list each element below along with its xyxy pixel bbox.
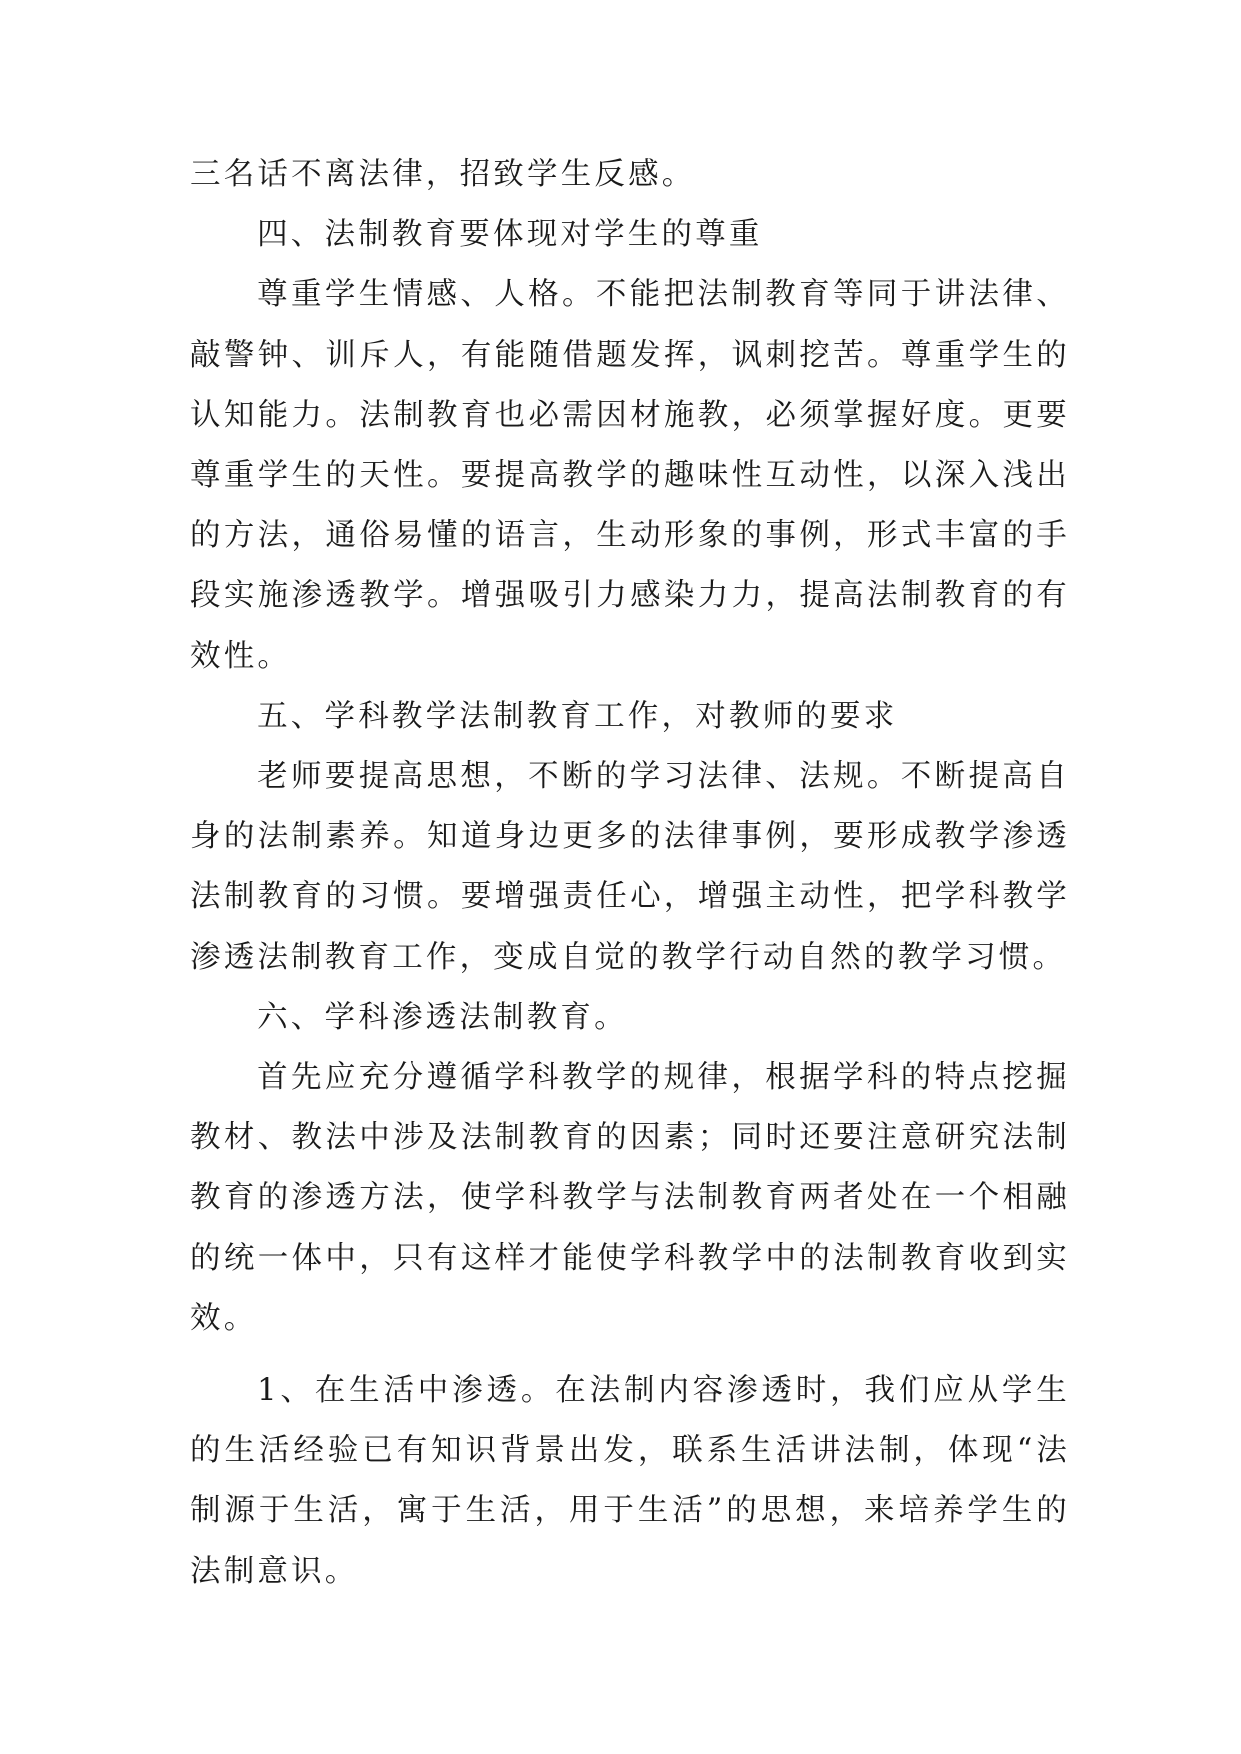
section-heading-5: 五、学科教学法制教育工作，对教师的要求 (257, 698, 898, 734)
paragraph-respect: 尊重学生情感、人格。不能把法制教育等同于讲法律、敲警钟、训斥人，有能随借题发挥，讽刺挖苦。尊重学生的认知能力。法制教育也必需因材施教，必须掌握好度。更要尊重学生的天性。要提高教学的趣味性互动性，以深入浅出的方法，通俗易懂的语言，生动形象的事例，形式丰富的手段实施渗透教学。增强吸引力感染力力，提高法制教育的有效性。 (190, 277, 1070, 674)
section-heading-6: 六、学科渗透法制教育。 (257, 999, 628, 1035)
paragraph-teacher-requirements: 老师要提高思想，不断的学习法律、法规。不断提高自身的法制素养。知道身边更多的法律事例，要形成教学渗透法制教育的习惯。要增强责任心，增强主动性，把学科教学渗透法制教育工作，变成自觉的教学行动自然的教学习惯。 (190, 759, 1070, 975)
paragraph-life-infiltration: 1、在生活中渗透。在法制内容渗透时，我们应从学生的生活经验已有知识背景出发，联系生活讲法制，体现“法制源于生活，寓于生活，用于生活”的思想，来培养学生的法制意识。 (190, 1373, 1070, 1589)
document-body (190, 145, 1070, 1602)
paragraph-subject-infiltration: 首先应充分遵循学科教学的规律，根据学科的特点挖掘教材、教法中涉及法制教育的因素；同时还要注意研究法制教育的渗透方法，使学科教学与法制教育两者处在一个相融的统一体中，只有这样才能使学科教学中的法制教育收到实效。 (190, 1060, 1070, 1336)
paragraph-continuation: 三名话不离法律，招致学生反感。 (190, 157, 696, 192)
section-heading-4: 四、法制教育要体现对学生的尊重 (257, 217, 763, 253)
